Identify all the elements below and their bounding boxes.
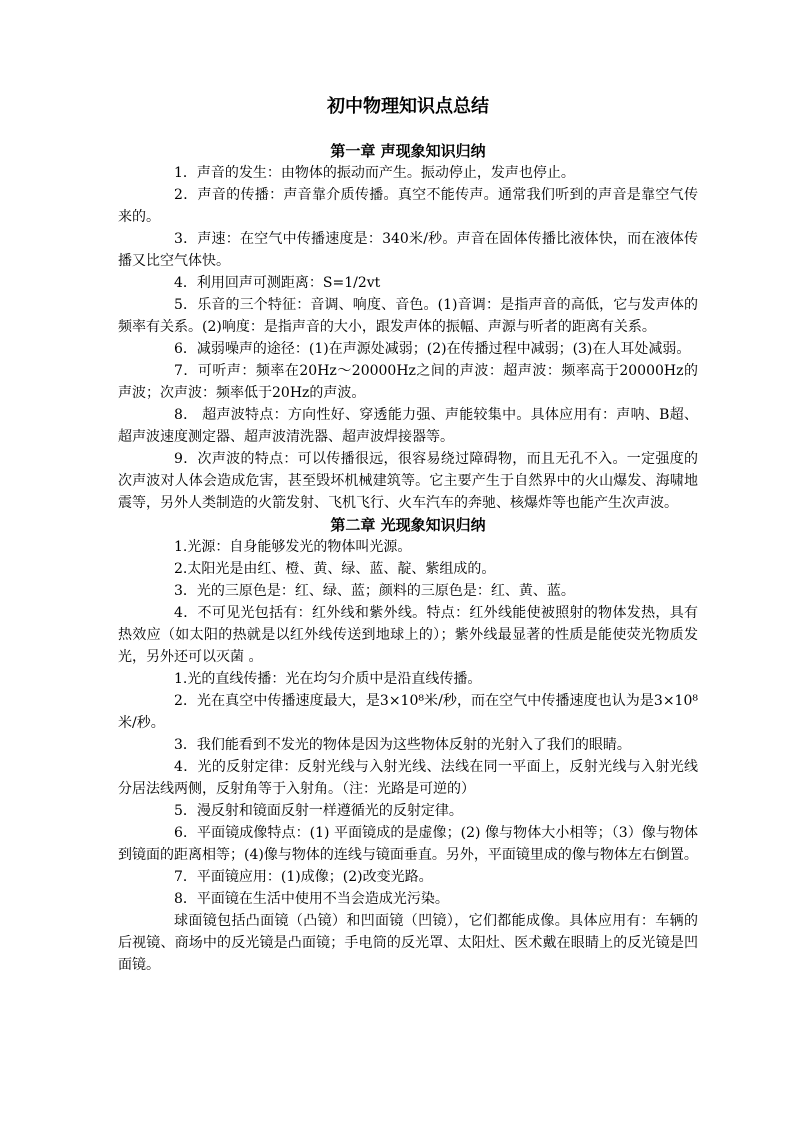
chapter-2-item-7: 3．我们能看到不发光的物体是因为这些物体反射的光射入了我们的眼睛。	[174, 737, 631, 753]
chapter-2-item-6: 2．光在真空中传播速度最大，是3×10⁸米/秒，而在空气中传播速度也认为是3×10⁸米/秒。	[118, 693, 698, 731]
chapter-1-item-9: 9．次声波的特点：可以传播很远，很容易绕过障碍物，而且无孔不入。一定强度的次声波对人体会造成危害，甚至毁坏机械建筑等。它主要产生于自然界中的火山爆发、海啸地震等，另外人类制造的火箭发射、飞机飞行、火车汽车的奔驰、核爆炸等也能产生次声波。	[118, 451, 698, 511]
chapter-2-item-1: 1.光源：自身能够发光的物体叫光源。	[174, 539, 412, 555]
document-title: 初中物理知识点总结	[327, 96, 489, 117]
chapter-2-item-8: 4．光的反射定律：反射光线与入射光线、法线在同一平面上，反射光线与入射光线分居法线两侧，反射角等于入射角。（注：光路是可逆的）	[118, 759, 698, 797]
chapter-2-item-11: 7．平面镜应用：(1)成像；(2)改变光路。	[174, 869, 433, 885]
chapter-2-heading: 第二章 光现象知识归纳	[330, 516, 486, 534]
chapter-1-item-1: 1．声音的发生：由物体的振动而产生。振动停止，发声也停止。	[174, 165, 575, 181]
chapter-2-item-4: 4．不可见光包括有：红外线和紫外线。特点：红外线能使被照射的物体发热，具有热效应（如太阳的热就是以红外线传送到地球上的）；紫外线最显著的性质是能使荧光物质发光，另外还可以灭菌 。	[118, 605, 698, 665]
chapter-1-item-2: 2．声音的传播：声音靠介质传播。真空不能传声。通常我们听到的声音是靠空气传来的。	[118, 187, 698, 225]
chapter-1-item-3: 3．声速：在空气中传播速度是：340米/秒。声音在固体传播比液体快，而在液体传播又比空气体快。	[118, 231, 698, 269]
chapter-2-item-2: 2.太阳光是由红、橙、黄、绿、蓝、靛、紫组成的。	[174, 561, 496, 577]
chapter-1-item-5: 5．乐音的三个特征：音调、响度、音色。(1)音调：是指声音的高低，它与发声体的频率有关系。(2)响度：是指声音的大小，跟发声体的振幅、声源与听者的距离有关系。	[118, 297, 698, 335]
chapter-2-item-9: 5．漫反射和镜面反射一样遵循光的反射定律。	[174, 803, 463, 819]
chapter-2-item-10: 6．平面镜成像特点：(1) 平面镜成的是虚像；(2) 像与物体大小相等；（3）像与物体到镜面的距离相等；(4)像与物体的连线与镜面垂直。另外，平面镜里成的像与物体左右倒置。	[118, 825, 698, 863]
chapter-1-item-8: 8． 超声波特点：方向性好、穿透能力强、声能较集中。具体应用有：声呐、B超、超声波速度测定器、超声波清洗器、超声波焊接器等。	[118, 407, 698, 445]
document-page	[118, 92, 698, 976]
chapter-2-item-3: 3．光的三原色是：红、绿、蓝；颜料的三原色是：红、黄、蓝。	[174, 583, 575, 599]
chapter-1-item-4: 4．利用回声可测距离：S=1/2vt	[174, 275, 381, 291]
chapter-1-heading: 第一章 声现象知识归纳	[330, 142, 486, 160]
chapter-2-item-12: 8．平面镜在生活中使用不当会造成光污染。	[174, 891, 449, 907]
chapter-1-item-7: 7．可听声：频率在20Hz～20000Hz之间的声波：超声波：频率高于20000Hz的声波；次声波：频率低于20Hz的声波。	[118, 363, 698, 401]
chapter-1-item-6: 6．减弱噪声的途径：(1)在声源处减弱；(2)在传播过程中减弱；(3)在人耳处减弱。	[174, 341, 691, 357]
chapter-2-item-13: 球面镜包括凸面镜（凸镜）和凹面镜（凹镜），它们都能成像。具体应用有：车辆的后视镜、商场中的反光镜是凸面镜；手电筒的反光罩、太阳灶、医术戴在眼睛上的反光镜是凹面镜。	[118, 913, 698, 973]
chapter-2-item-5: 1.光的直线传播：光在均匀介质中是沿直线传播。	[174, 671, 482, 687]
